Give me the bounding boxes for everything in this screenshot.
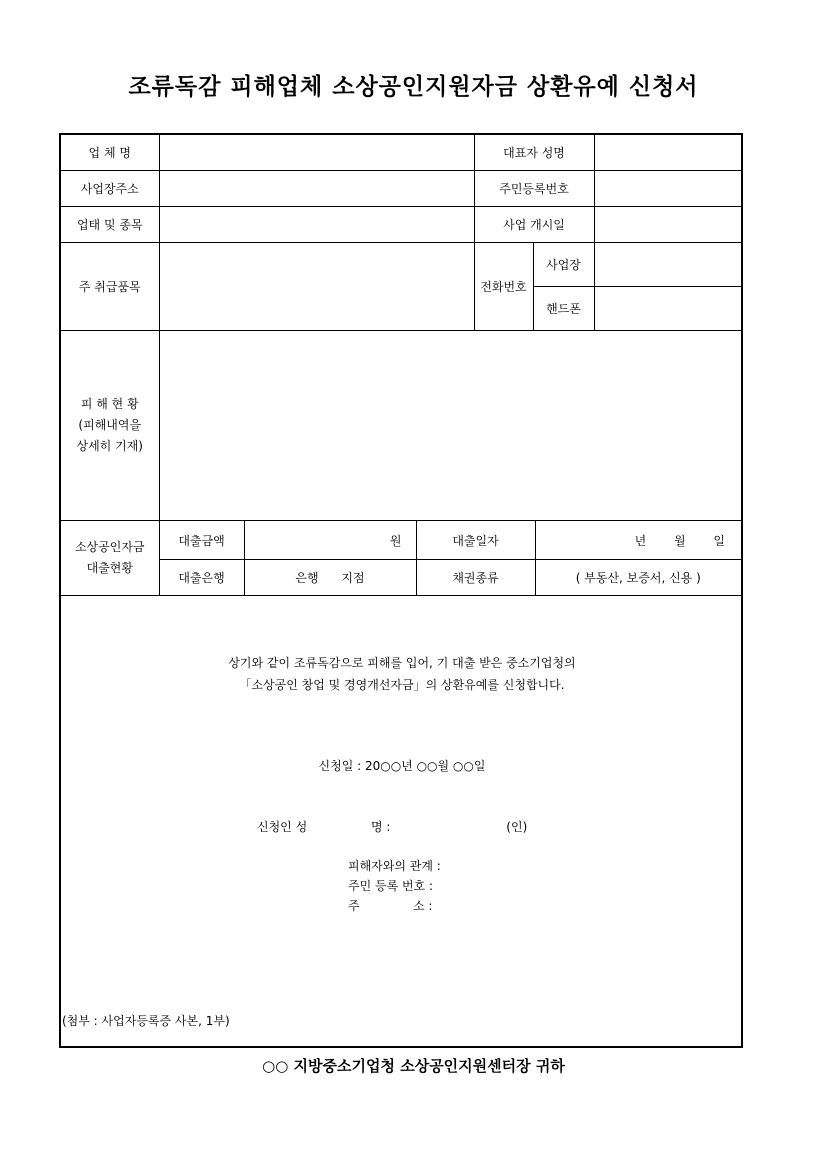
applicant-row bbox=[257, 818, 527, 835]
statement-line2: 「소상공인 창업 및 경영개선자금」의 상환유예를 신청합니다. bbox=[239, 678, 565, 692]
loan-status-line1: 소상공인자금 bbox=[74, 540, 145, 554]
loan-amount-field[interactable] bbox=[244, 521, 416, 560]
damage-label bbox=[60, 331, 159, 521]
loan-date-units: 년 월 일 bbox=[634, 533, 726, 548]
collateral-options[interactable]: ( 부동산, 보증서, 신용 ) bbox=[535, 560, 742, 596]
phone-office-field[interactable] bbox=[595, 243, 742, 286]
seal-mark[interactable]: (인) bbox=[506, 820, 528, 834]
loan-date-field[interactable] bbox=[535, 521, 742, 560]
phone-label: 전화번호 bbox=[475, 243, 534, 330]
applicant-name-label: 명 : bbox=[371, 820, 391, 834]
main-items-label: 주 취급품목 bbox=[60, 243, 159, 331]
statement-line1: 상기와 같이 조류독감으로 피해를 입어, 기 대출 받은 중소기업청의 bbox=[228, 656, 576, 670]
apply-date[interactable]: 신청일 : 20○○년 ○○월 ○○일 bbox=[318, 759, 486, 773]
resident-number-label: 주민등록번호 bbox=[475, 171, 595, 206]
loan-amount-label: 대출금액 bbox=[159, 521, 244, 560]
company-name-label: 업 체 명 bbox=[60, 134, 159, 171]
applicant-label: 신청인 성 bbox=[257, 820, 308, 834]
loan-status-label bbox=[60, 521, 159, 596]
phone-mobile-field[interactable] bbox=[595, 287, 742, 330]
company-name-field[interactable] bbox=[159, 134, 474, 171]
business-type-field[interactable] bbox=[159, 207, 474, 243]
representative-field[interactable] bbox=[595, 135, 742, 170]
relation-label: 피해자와의 관계 : bbox=[348, 859, 441, 873]
loan-amount-unit: 원 bbox=[389, 533, 402, 548]
loan-bank-field[interactable] bbox=[244, 560, 416, 596]
address-label: 사업장주소 bbox=[60, 171, 159, 207]
loan-bank-units: 은행 지점 bbox=[295, 571, 365, 585]
phone-office-label: 사업장 bbox=[534, 243, 595, 286]
address-field[interactable] bbox=[159, 171, 474, 207]
damage-field[interactable] bbox=[159, 331, 742, 521]
statement-section bbox=[60, 596, 742, 1048]
loan-status-line2: 대출현황 bbox=[86, 561, 133, 575]
representative-label: 대표자 성명 bbox=[475, 135, 595, 170]
loan-bank-label: 대출은행 bbox=[159, 560, 244, 596]
collateral-label: 채권종류 bbox=[416, 560, 535, 596]
damage-label-line1: 피 해 현 황 bbox=[80, 397, 139, 411]
page-title: 조류독감 피해업체 소상공인지원자금 상환유예 신청서 bbox=[128, 74, 699, 100]
recipient: ○○ 지방중소기업청 소상공인지원센터장 귀하 bbox=[262, 1057, 565, 1075]
resident-label: 주민 등록 번호 : bbox=[348, 879, 434, 893]
resident-number-field[interactable] bbox=[595, 171, 742, 206]
start-date-label: 사업 개시일 bbox=[475, 207, 595, 242]
main-items-field[interactable] bbox=[159, 243, 474, 331]
start-date-field[interactable] bbox=[595, 207, 742, 242]
addr-label: 주 소 : bbox=[348, 899, 433, 913]
business-type-label: 업태 및 종목 bbox=[60, 207, 159, 243]
damage-label-line3: 상세히 기재) bbox=[76, 439, 143, 453]
loan-date-label: 대출일자 bbox=[452, 533, 499, 548]
phone-mobile-label: 핸드폰 bbox=[534, 287, 595, 330]
attachment-note: (첨부 : 사업자등록증 사본, 1부) bbox=[62, 1014, 230, 1028]
application-form-main bbox=[59, 133, 743, 1048]
damage-label-line2: (피해내역을 bbox=[78, 418, 142, 432]
